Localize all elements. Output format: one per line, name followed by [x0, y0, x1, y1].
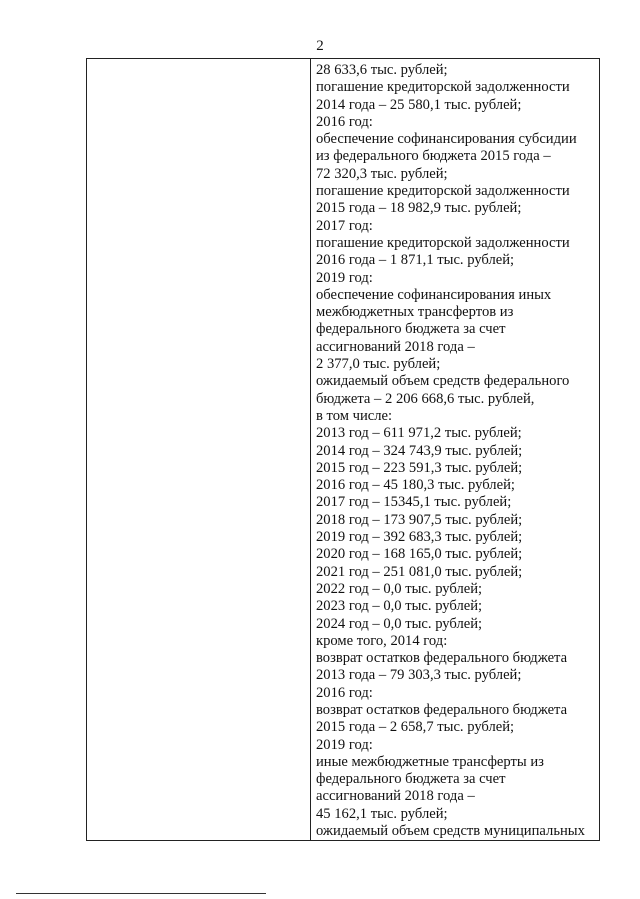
table-cell-left	[87, 59, 311, 841]
text-line: 2019 год:	[316, 736, 373, 753]
text-line: ожидаемый объем средств муниципальных	[316, 823, 585, 840]
text-line: 2024 год – 0,0 тыс. рублей;	[316, 615, 483, 632]
text-line: 2015 года – 18 982,9 тыс. рублей;	[316, 200, 522, 217]
text-line: 2 377,0 тыс. рублей;	[316, 356, 441, 373]
text-line: 2014 года – 25 580,1 тыс. рублей;	[316, 96, 522, 113]
text-line: возврат остатков федерального бюджета	[316, 650, 568, 667]
text-line: 2013 года – 79 303,3 тыс. рублей;	[316, 667, 522, 684]
text-line: в том числе:	[316, 407, 393, 424]
text-line: 28 633,6 тыс. рублей;	[316, 62, 448, 78]
text-line: ассигнований 2018 года –	[316, 788, 475, 805]
text-line: 2013 год – 611 971,2 тыс. рублей;	[316, 425, 522, 442]
text-line: 2020 год – 168 165,0 тыс. рублей;	[316, 546, 523, 563]
text-line: 2016 года – 1 871,1 тыс. рублей;	[316, 252, 515, 269]
page-number: 2	[316, 38, 324, 54]
right-cell-text	[311, 59, 599, 840]
table-cell-right	[311, 59, 600, 841]
text-line: 2016 год:	[316, 113, 373, 130]
text-line: 2022 год – 0,0 тыс. рублей;	[316, 580, 483, 597]
data-table	[86, 58, 600, 841]
text-line: 2014 год – 324 743,9 тыс. рублей;	[316, 442, 523, 459]
left-cell-text	[87, 59, 310, 62]
text-line: ассигнований 2018 года –	[316, 338, 475, 355]
text-line: 45 162,1 тыс. рублей;	[316, 805, 448, 822]
text-line: погашение кредиторской задолженности	[316, 79, 570, 96]
text-line: погашение кредиторской задолженности	[316, 183, 570, 200]
text-line: федерального бюджета за счет	[316, 321, 506, 338]
text-line: 2016 год:	[316, 684, 373, 701]
text-line: из федерального бюджета 2015 года –	[316, 148, 551, 165]
text-line: 2018 год – 173 907,5 тыс. рублей;	[316, 511, 523, 528]
text-line: 2019 год:	[316, 269, 373, 286]
text-line: погашение кредиторской задолженности	[316, 234, 570, 251]
text-line: межбюджетных трансфертов из	[316, 304, 514, 321]
text-line: обеспечение софинансирования иных	[316, 286, 552, 303]
text-line: бюджета – 2 206 668,6 тыс. рублей,	[316, 390, 535, 407]
text-line: кроме того, 2014 год:	[316, 632, 448, 649]
table-row	[87, 59, 600, 841]
text-line: обеспечение софинансирования субсидии	[316, 131, 577, 148]
text-line: федерального бюджета за счет	[316, 771, 506, 788]
text-line: 2015 года – 2 658,7 тыс. рублей;	[316, 719, 515, 736]
text-line: 2016 год – 45 180,3 тыс. рублей;	[316, 477, 515, 494]
text-line: ожидаемый объем средств федерального	[316, 373, 570, 390]
text-line: 2015 год – 223 591,3 тыс. рублей;	[316, 459, 523, 476]
text-line: возврат остатков федерального бюджета	[316, 701, 568, 718]
text-line: 72 320,3 тыс. рублей;	[316, 165, 448, 182]
text-line: иные межбюджетные трансферты из	[316, 753, 544, 770]
text-line: 2021 год – 251 081,0 тыс. рублей;	[316, 563, 523, 580]
text-line: 2019 год – 392 683,3 тыс. рублей;	[316, 529, 523, 546]
text-line: 2017 год – 15345,1 тыс. рублей;	[316, 494, 512, 511]
text-line: 2017 год:	[316, 217, 373, 234]
footer-divider	[16, 893, 266, 894]
text-line: 2023 год – 0,0 тыс. рублей;	[316, 598, 483, 615]
